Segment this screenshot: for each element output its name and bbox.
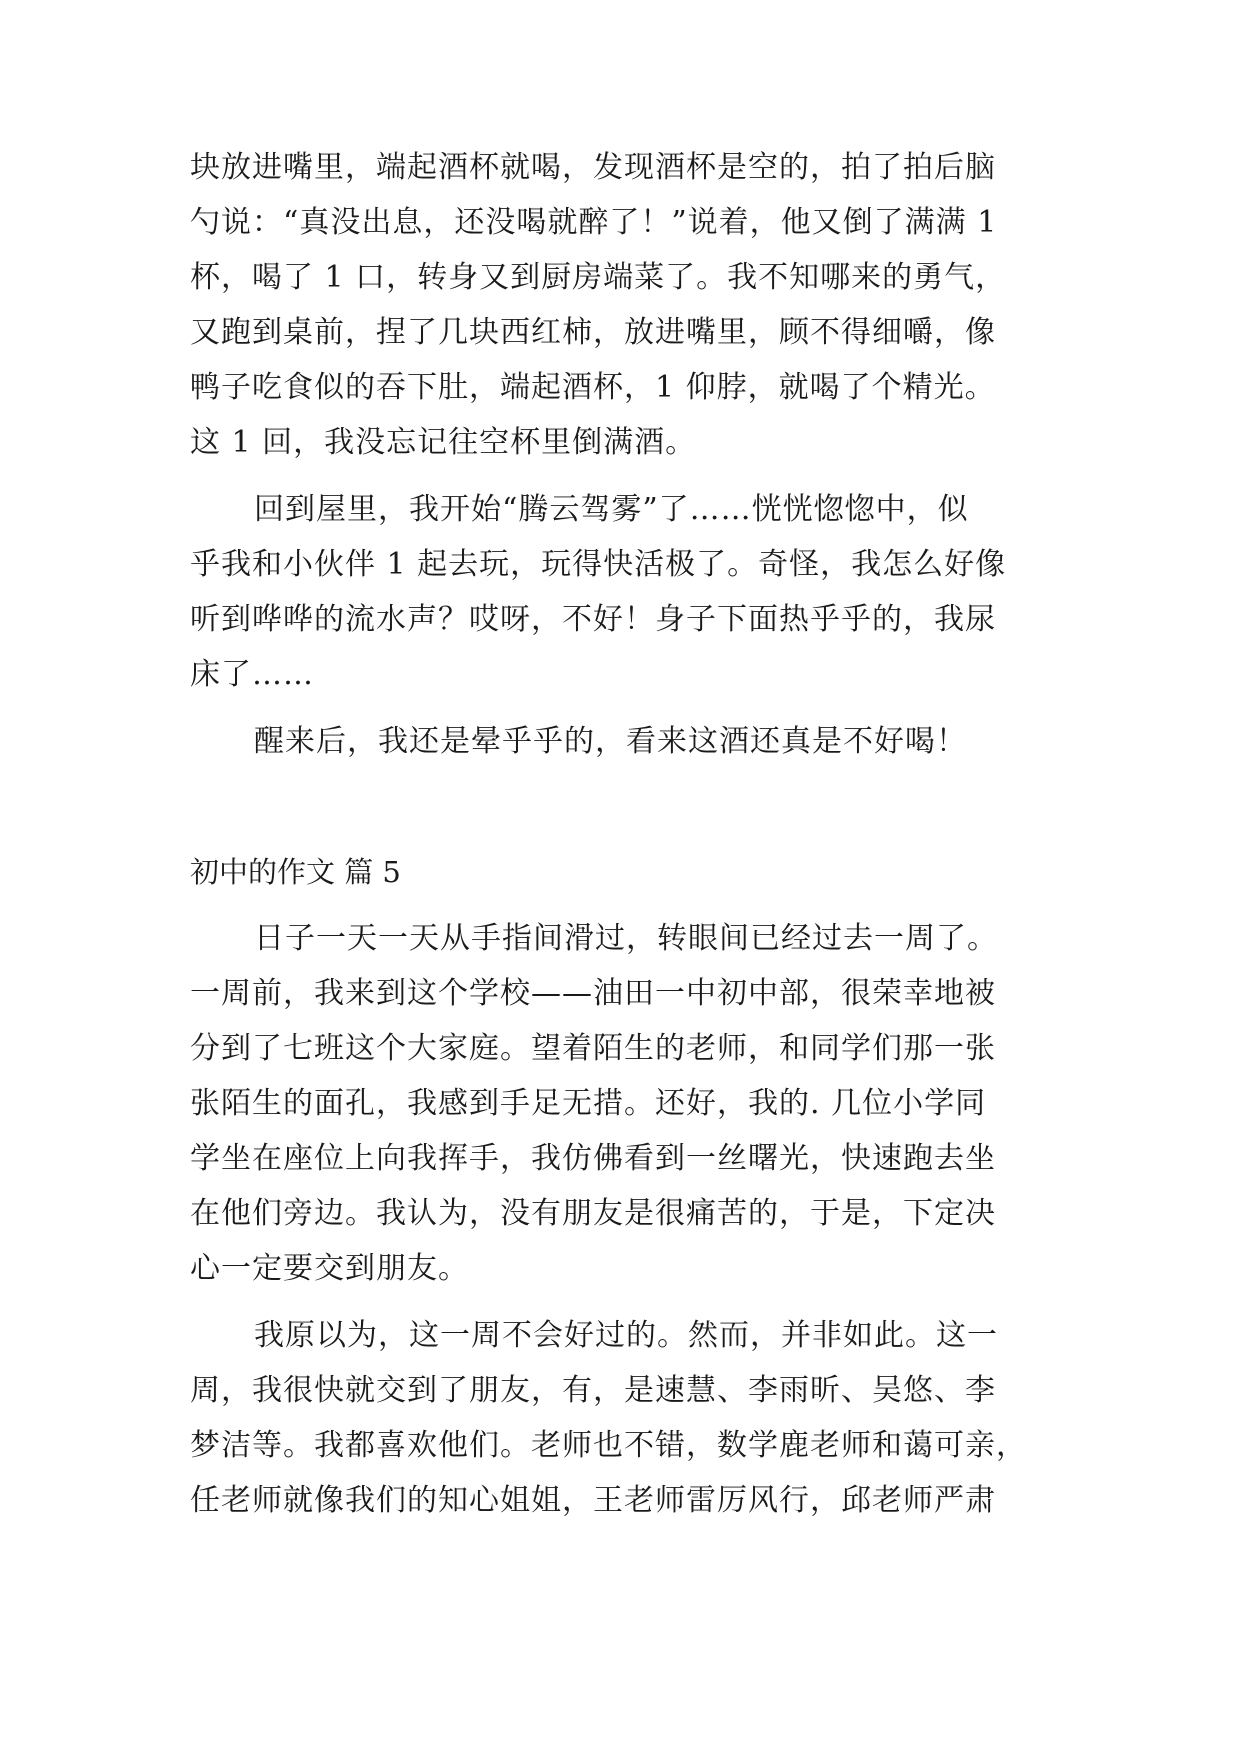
- text-line: 我原以为，这一周不会好过的。然而，并非如此。这一: [254, 1318, 998, 1353]
- text-line: 回到屋里，我开始“腾云驾雾”了……恍恍惚惚中，似: [254, 492, 969, 527]
- text-line: 乎我和小伙伴 1 起去玩，玩得快活极了。奇怪，我怎么好像: [190, 547, 1007, 582]
- section-heading: 初中的作文 篇 5: [190, 855, 401, 889]
- text-line: 心一定要交到朋友。: [190, 1251, 469, 1286]
- text-line: 张陌生的面孔，我感到手足无措。还好，我的. 几位小学同: [190, 1086, 987, 1121]
- text-line: 梦洁等。我都喜欢他们。老师也不错，数学鹿老师和蔼可亲，: [190, 1428, 1027, 1463]
- text-line: 这 1 回，我没忘记往空杯里倒满酒。: [190, 425, 697, 460]
- text-line: 学坐在座位上向我挥手，我仿佛看到一丝曙光，快速跑去坐: [190, 1141, 996, 1176]
- text-line: 分到了七班这个大家庭。望着陌生的老师，和同学们那一张: [190, 1031, 996, 1066]
- text-line: 勺说：“真没出息，还没喝就醉了！”说着，他又倒了满满 1: [190, 205, 998, 240]
- text-line: 在他们旁边。我认为，没有朋友是很痛苦的，于是，下定决: [190, 1196, 996, 1231]
- text-line: 任老师就像我们的知心姐姐，王老师雷厉风行，邱老师严肃: [190, 1483, 996, 1518]
- text-line: 块放进嘴里，端起酒杯就喝，发现酒杯是空的，拍了拍后脑: [190, 150, 996, 185]
- text-line: 床了……: [190, 657, 314, 692]
- text-line: 日子一天一天从手指间滑过，转眼间已经过去一周了。: [254, 921, 998, 956]
- text-line: 一周前，我来到这个学校——油田一中初中部，很荣幸地被: [190, 976, 996, 1011]
- text-line: 听到哗哗的流水声？哎呀，不好！身子下面热乎乎的，我尿: [190, 602, 996, 637]
- text-line: 周，我很快就交到了朋友，有，是速慧、李雨昕、吴悠、李: [190, 1373, 996, 1408]
- text-line: 又跑到桌前，捏了几块西红柿，放进嘴里，顾不得细嚼，像: [190, 315, 996, 350]
- text-line: 醒来后，我还是晕乎乎的，看来这酒还真是不好喝！: [254, 724, 967, 759]
- text-line: 杯，喝了 1 口，转身又到厨房端菜了。我不知哪来的勇气，: [190, 260, 1007, 295]
- text-line: 鸭子吃食似的吞下肚，端起酒杯，1 仰脖，就喝了个精光。: [190, 370, 996, 405]
